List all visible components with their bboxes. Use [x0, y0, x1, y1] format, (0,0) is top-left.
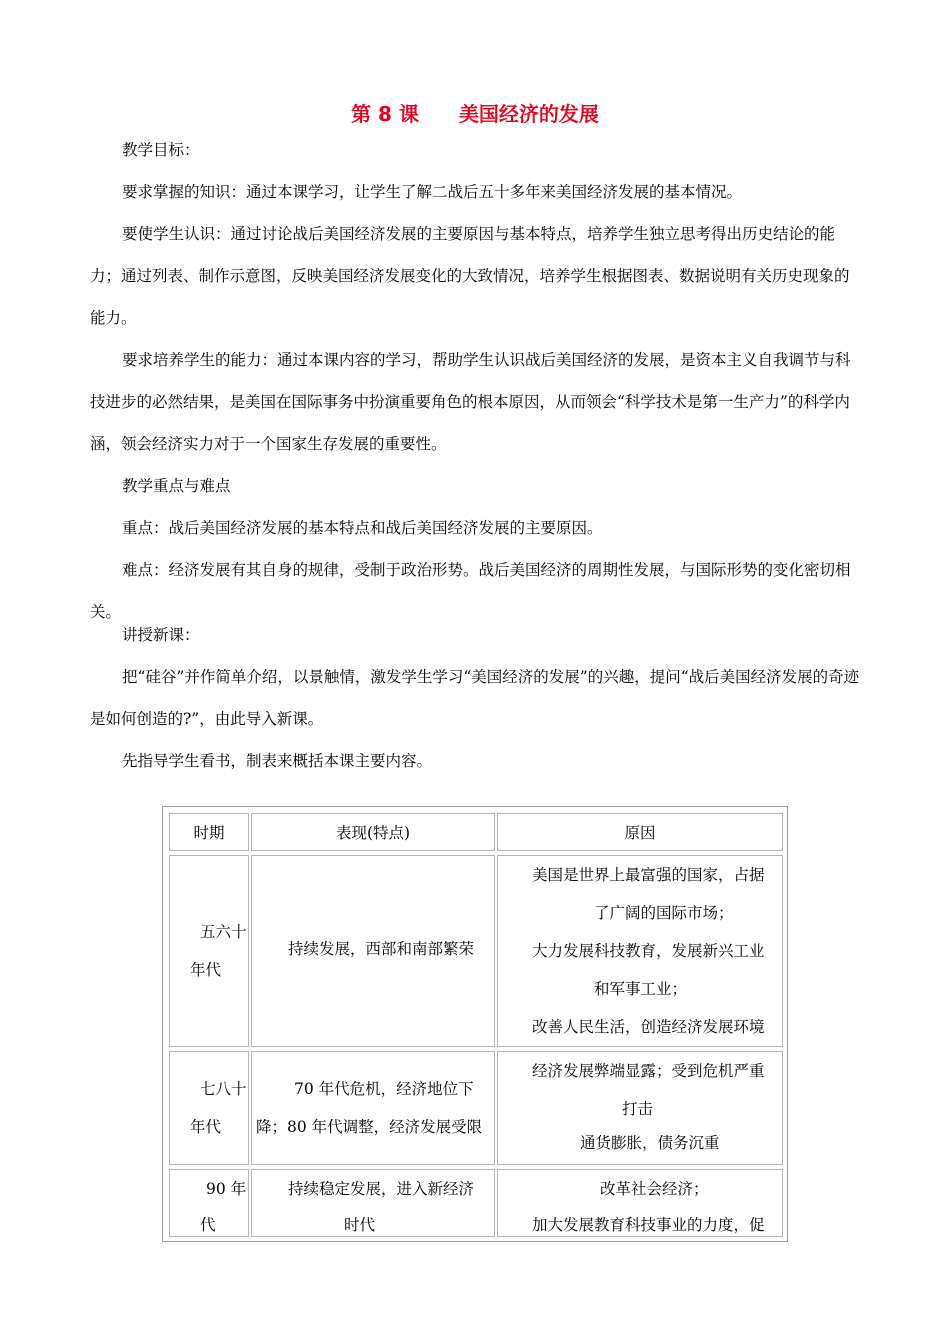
- feature-text: 时代: [344, 1216, 376, 1234]
- header-label: 表现(特点): [335, 824, 411, 842]
- feature-text: 降；80 年代调整，经济发展受限: [256, 1118, 483, 1136]
- header-label: 原因: [624, 824, 656, 842]
- paragraph: 讲授新课：: [122, 626, 200, 644]
- header-feature: [251, 813, 495, 851]
- paragraph: 要求培养学生的能力：通过本课内容的学习，帮助学生认识战后美国经济的发展，是资本主义自我调节与科技进步的必然结果，是美国在国际事务中扮演重要角色的根本原因，从而领会“科学技术是第一生产力”的科学内涵，领会经济实力对于一个国家生存发展的重要性。: [90, 351, 851, 453]
- table-row-feature: [251, 855, 495, 1047]
- paragraph: 难点：经济发展有其自身的规律，受制于政治形势。战后美国经济的周期性发展，与国际形势的变化密切相关。: [90, 561, 851, 621]
- reason-text: 通货膨胀，债务沉重: [580, 1134, 720, 1152]
- reason-text: 了广阔的国际市场；: [594, 904, 734, 922]
- feature-text: 持续发展，西部和南部繁荣: [288, 940, 475, 958]
- period-text: 代: [200, 1216, 216, 1234]
- period-text: 90 年: [206, 1180, 247, 1198]
- summary-table: [162, 806, 788, 1242]
- reason-text: 加大发展教育科技事业的力度，促: [532, 1216, 765, 1234]
- reason-text: 经济发展弊端显露；受到危机严重: [532, 1062, 765, 1080]
- table-row-feature: [251, 1051, 495, 1165]
- period-text: 年代: [190, 961, 222, 979]
- feature-text: 持续稳定发展，进入新经济: [288, 1180, 475, 1198]
- feature-text: 70 年代危机，经济地位下: [294, 1080, 474, 1098]
- period-text: 五六十: [200, 923, 247, 941]
- reason-text: 美国是世界上最富强的国家，占据: [532, 866, 765, 884]
- paragraph: 要使学生认识：通过讨论战后美国经济发展的主要原因与基本特点，培养学生独立思考得出历史结论的能力；通过列表、制作示意图，反映美国经济发展变化的大致情况，培养学生根据图表、数据说明有关历史现象的能力。: [90, 225, 850, 327]
- reason-text: 打击: [622, 1100, 654, 1118]
- reason-text: 改革社会经济；: [600, 1180, 709, 1198]
- period-text: 七八十: [200, 1080, 247, 1098]
- table-row-reason: [497, 855, 783, 1047]
- paragraph: 重点：战后美国经济发展的基本特点和战后美国经济发展的主要原因。: [122, 519, 603, 537]
- table-row-reason: [497, 1169, 783, 1237]
- paragraph: 把“硅谷”并作简单介绍，以景触情，激发学生学习“美国经济的发展”的兴趣，提问“战后美国经济发展的奇迹是如何创造的?”，由此导入新课。: [90, 668, 860, 728]
- reason-text: 和军事工业；: [594, 980, 688, 998]
- paragraph: 教学重点与难点: [122, 477, 231, 495]
- paragraph: 先指导学生看书，制表来概括本课主要内容。: [122, 752, 433, 770]
- paragraph: 要求掌握的知识：通过本课学习，让学生了解二战后五十多年来美国经济发展的基本情况。: [122, 183, 743, 201]
- paragraph: 教学目标：: [122, 141, 200, 159]
- new-lesson-section: [90, 614, 860, 782]
- lesson-title: 第 8 课 美国经济的发展: [351, 102, 599, 126]
- header-reason: [497, 813, 783, 851]
- table-row-period: [169, 1169, 249, 1237]
- table-row-period: [169, 1051, 249, 1165]
- period-text: 年代: [190, 1118, 222, 1136]
- intro-section: [90, 129, 860, 633]
- table-row-reason: [497, 1051, 783, 1165]
- reason-text: 改善人民生活，创造经济发展环境: [532, 1018, 765, 1036]
- header-period: [169, 813, 249, 851]
- header-label: 时期: [193, 824, 225, 842]
- reason-text: 大力发展科技教育，发展新兴工业: [532, 942, 765, 960]
- table-row-feature: [251, 1169, 495, 1237]
- table-row-period: [169, 855, 249, 1047]
